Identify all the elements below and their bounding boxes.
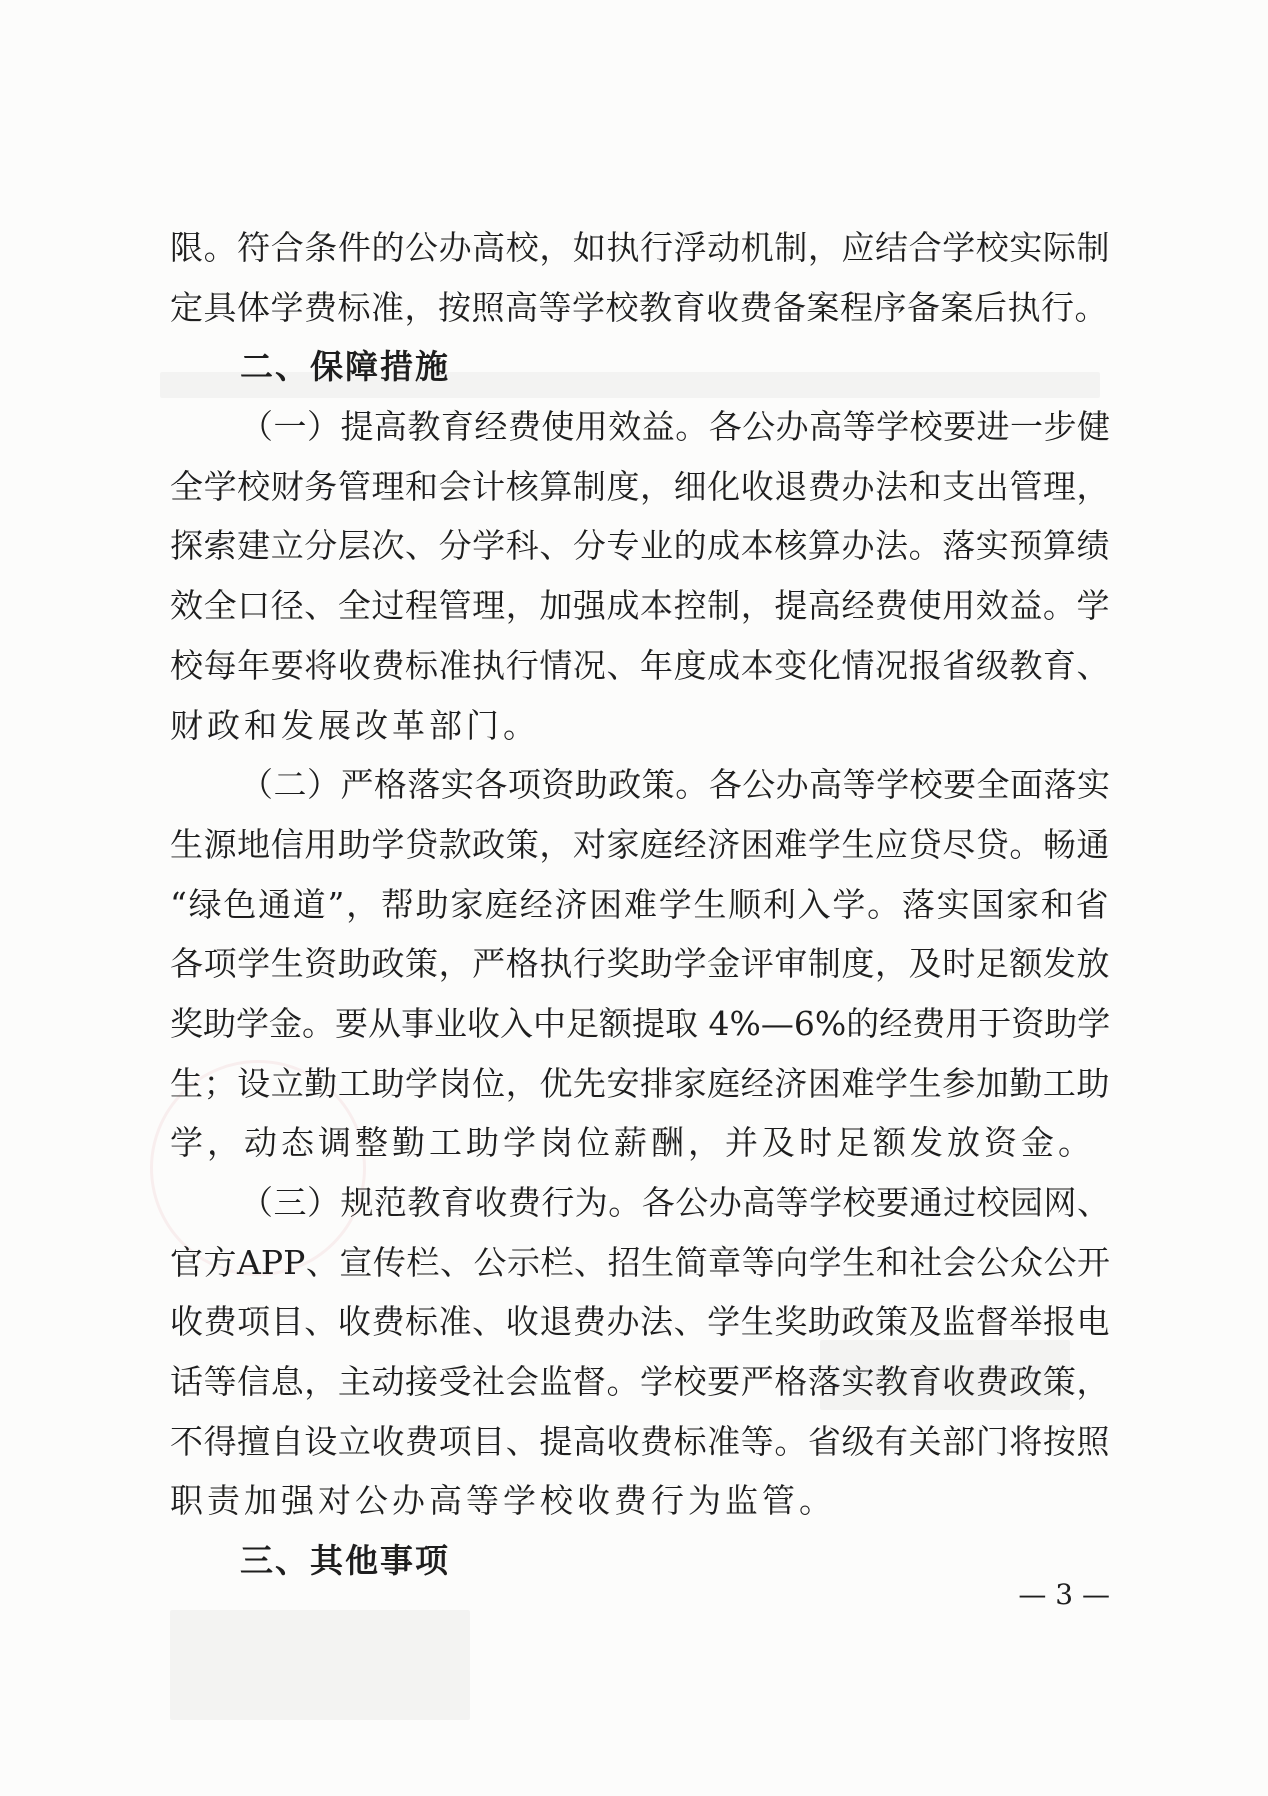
body-line: 官方APP、宣传栏、公示栏、招生简章等向学生和社会公众公开 [170, 1242, 1110, 1282]
body-line: 财政和发展改革部门。 [170, 705, 540, 745]
body-line: 不得擅自设立收费项目、提高收费标准等。省级有关部门将按照 [170, 1421, 1110, 1461]
body-line: 生；设立勤工助学岗位，优先安排家庭经济困难学生参加勤工助 [170, 1063, 1110, 1103]
body-line: （三）规范教育收费行为。各公办高等学校要通过校园网、 [240, 1183, 1110, 1222]
body-line: （一）提高教育经费使用效益。各公办高等学校要进一步健 [240, 407, 1110, 447]
body-line: 话等信息，主动接受社会监督。学校要严格落实教育收费政策， [170, 1362, 1110, 1402]
body-line: 探索建立分层次、分学科、分专业的成本核算办法。落实预算绩 [170, 526, 1110, 566]
section-heading: 二、保障措施 [240, 347, 450, 387]
bleed-through-mark [170, 1610, 470, 1720]
body-line: 奖助学金。要从事业收入中足额提取 4%—6%的经费用于资助学 [170, 1003, 1111, 1043]
body-line: 各项学生资助政策，严格执行奖助学金评审制度，及时足额发放 [170, 944, 1110, 984]
body-line: 职责加强对公办高等学校收费行为监管。 [170, 1481, 836, 1521]
document-body [170, 218, 1110, 1591]
body-line: 限。符合条件的公办高校，如执行浮动机制，应结合学校实际制 [170, 228, 1110, 267]
body-line: 生源地信用助学贷款政策，对家庭经济困难学生应贷尽贷。畅通 [170, 824, 1110, 864]
body-line: 全学校财务管理和会计核算制度，细化收退费办法和支出管理， [170, 466, 1110, 506]
body-line: 效全口径、全过程管理，加强成本控制，提高经费使用效益。学 [170, 586, 1110, 626]
body-line: 定具体学费标准，按照高等学校教育收费备案程序备案后执行。 [170, 287, 1108, 327]
body-line: 学，动态调整勤工助学岗位薪酬，并及时足额发放资金。 [170, 1123, 1095, 1163]
body-line: 校每年要将收费标准执行情况、年度成本变化情况报省级教育、 [170, 645, 1110, 685]
body-line: （二）严格落实各项资助政策。各公办高等学校要全面落实 [240, 765, 1110, 805]
body-line: 收费项目、收费标准、收退费办法、学生奖助政策及监督举报电 [170, 1302, 1110, 1342]
page-number: — 3 — [1018, 1578, 1110, 1611]
section-heading: 三、其他事项 [240, 1541, 450, 1581]
body-line: “绿色通道”，帮助家庭经济困难学生顺利入学。落实国家和省 [170, 884, 1110, 924]
